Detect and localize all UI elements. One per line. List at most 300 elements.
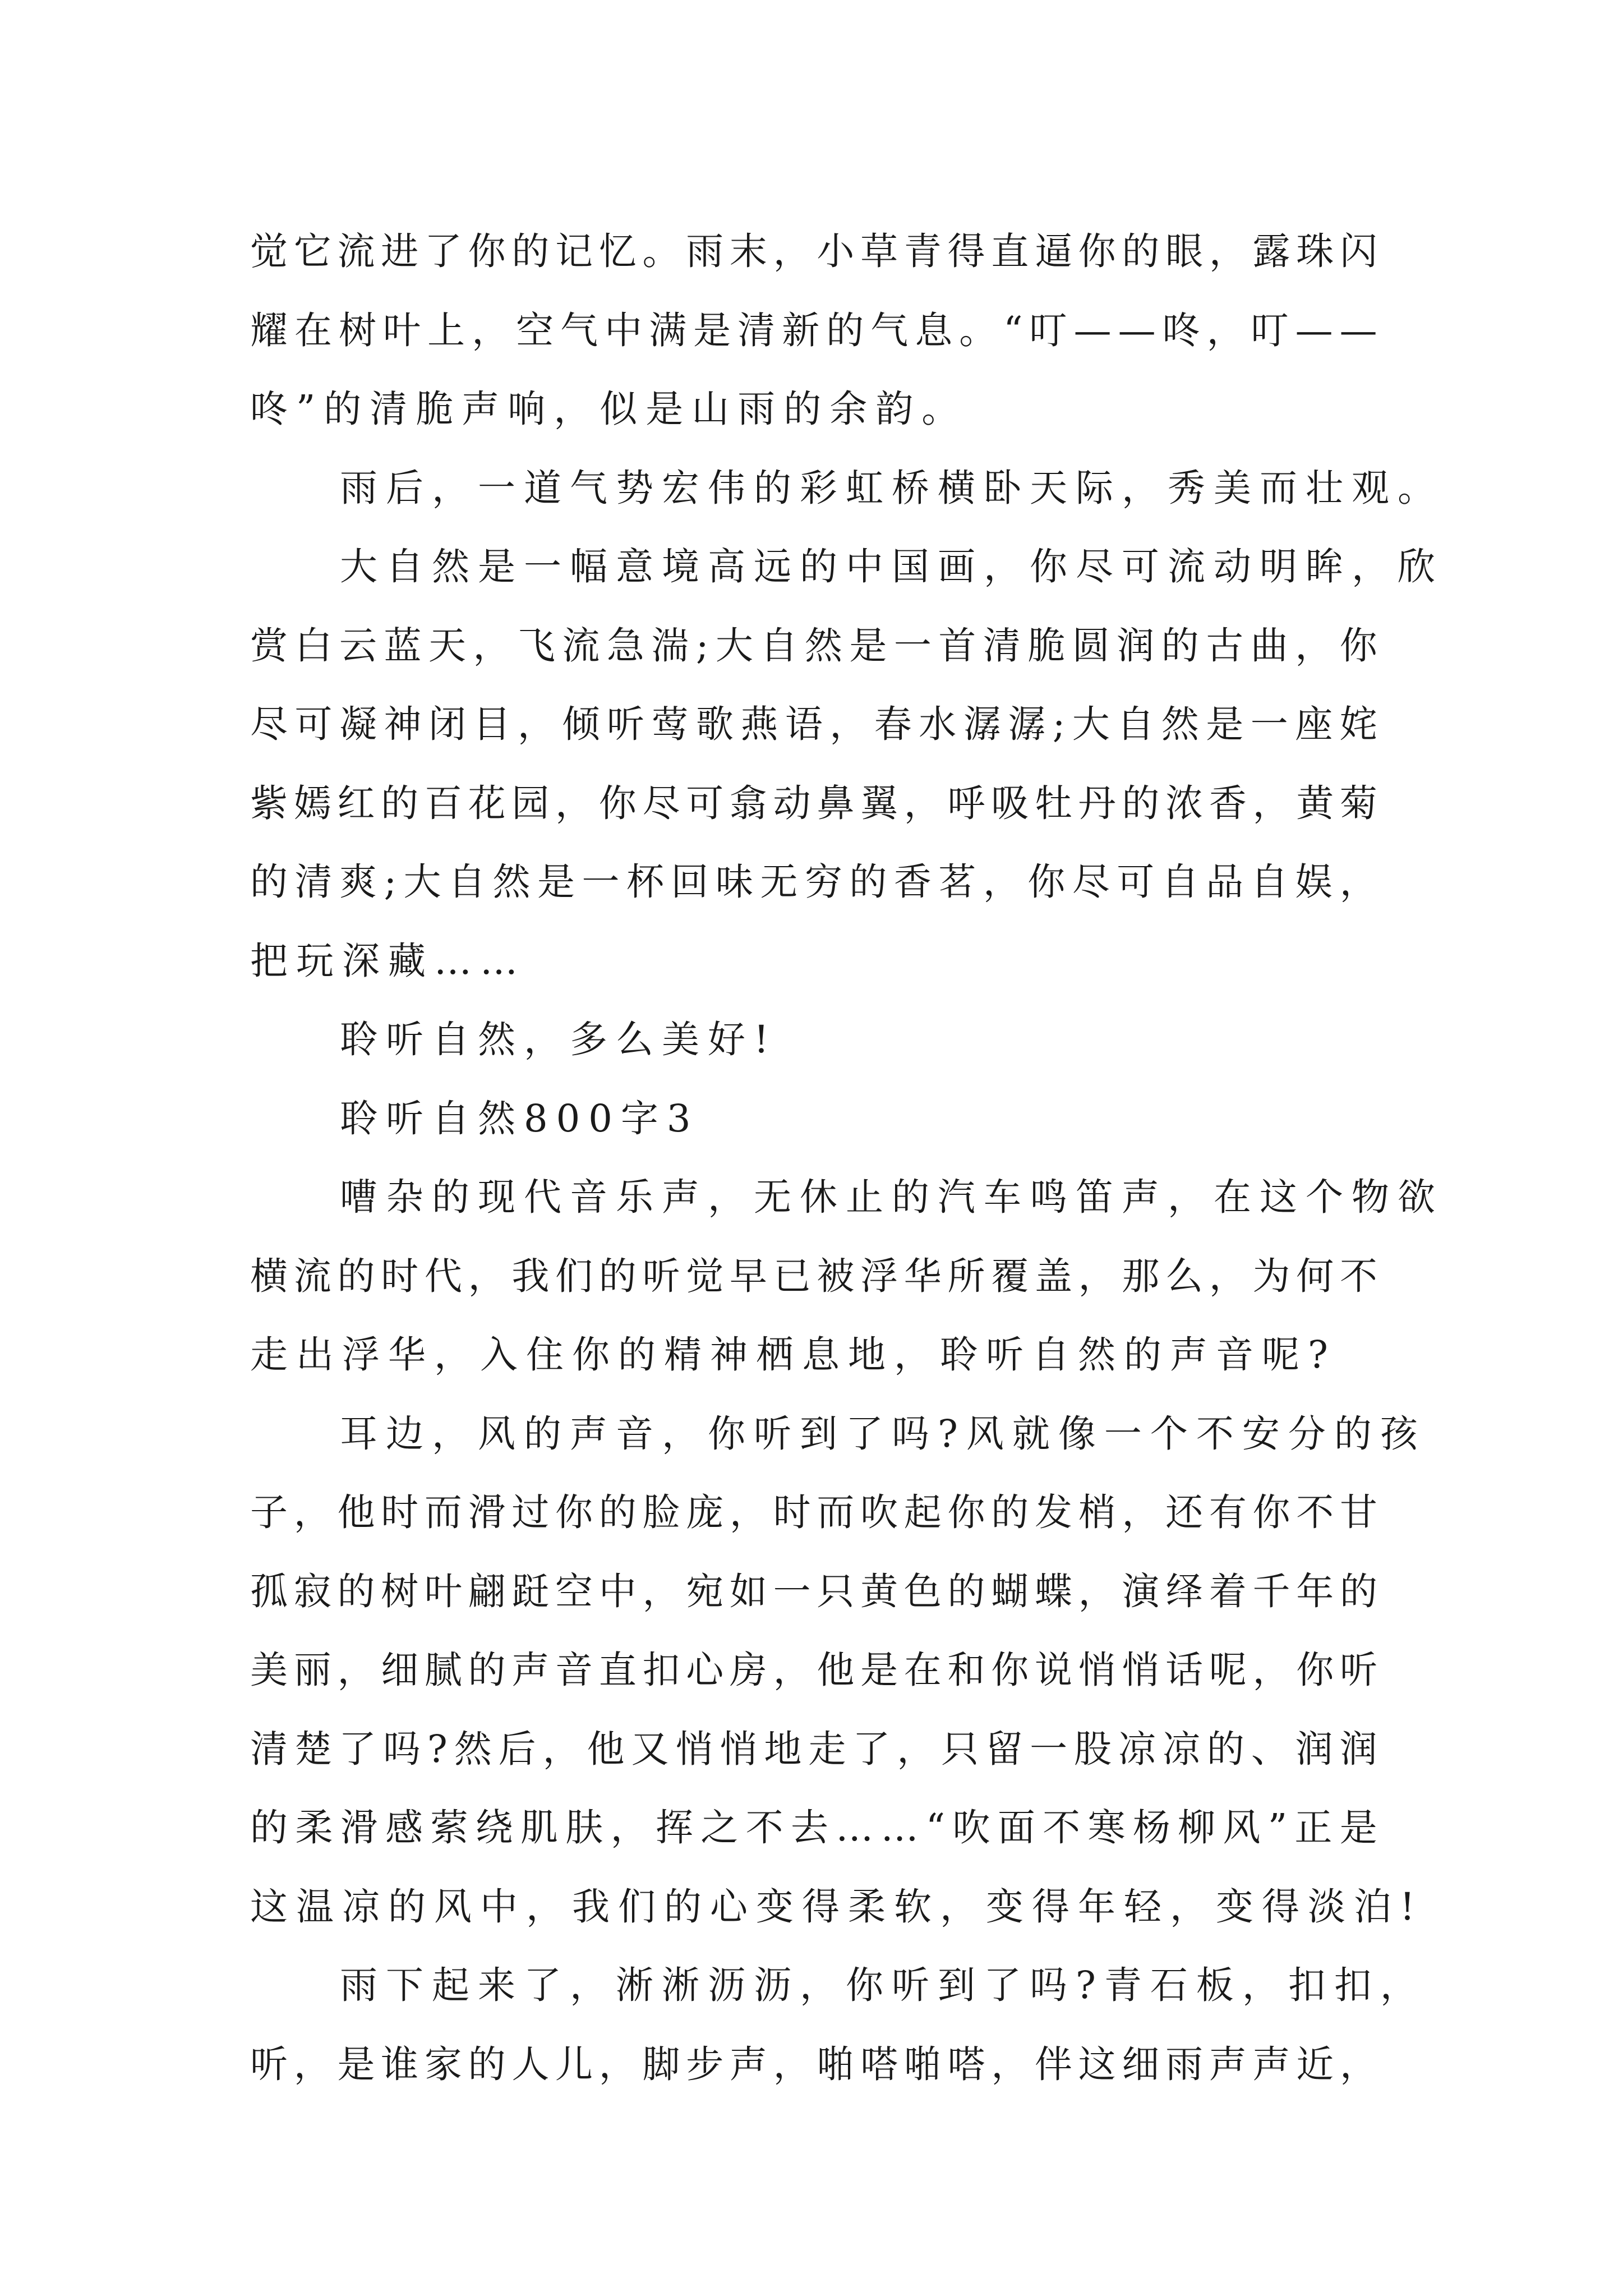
- text-char: 翼: [860, 781, 898, 825]
- text-char: 悄: [720, 1727, 758, 1771]
- text-char: ?: [427, 1727, 448, 1771]
- text-char: 大: [715, 623, 753, 668]
- text-char: …: [880, 1806, 919, 1849]
- text-char: 面: [997, 1806, 1035, 1849]
- text-char: 一: [582, 860, 620, 904]
- text-char: 浮: [860, 1254, 898, 1298]
- text-char: 呢: [1209, 1648, 1247, 1692]
- text-char: 露: [1252, 229, 1290, 273]
- text-char: 杨: [1132, 1806, 1170, 1849]
- text-char: 香: [1209, 781, 1247, 825]
- text-char: 啪: [903, 2042, 942, 2086]
- text-char: 演: [1122, 1569, 1160, 1613]
- text-char: 你: [598, 781, 637, 825]
- text-char: 啪: [817, 2042, 855, 2086]
- text-char: 红: [337, 781, 375, 825]
- text-char: 大: [1072, 702, 1110, 746]
- text-char: 寂: [293, 1569, 331, 1613]
- text-char: 的: [250, 1806, 288, 1849]
- text-char: 新: [782, 308, 820, 352]
- text-char: 蝴: [991, 1569, 1029, 1613]
- text-char: 翩: [468, 1569, 506, 1613]
- text-char: 忆: [598, 229, 637, 273]
- text-char: 吹: [952, 1806, 990, 1849]
- text-char: 满: [649, 308, 687, 352]
- text-line: [250, 606, 1377, 685]
- text-char: 家: [424, 2042, 462, 2086]
- text-char: 飞: [517, 623, 555, 668]
- text-char: 去: [790, 1806, 828, 1849]
- text-char: ;: [384, 860, 397, 904]
- text-char: 末: [729, 229, 767, 273]
- text-char: 时: [381, 1254, 419, 1298]
- text-char: 脸: [642, 1490, 680, 1534]
- text-char: 起: [903, 1490, 942, 1534]
- text-char: ，: [773, 2042, 811, 2086]
- text-char: 湍: [651, 623, 689, 668]
- text-char: 可: [686, 781, 724, 825]
- text-char: 雨: [686, 229, 724, 273]
- text-char: 流: [337, 229, 375, 273]
- text-char: 庞: [686, 1490, 724, 1534]
- text-char: ，: [473, 623, 511, 668]
- text-char: 的: [598, 1490, 637, 1534]
- text-char: 年: [1296, 1569, 1334, 1613]
- text-char: 的: [468, 1648, 506, 1692]
- text-line: 走出浮华，入住你的精神栖息地，聆听自然的声音呢?: [250, 1333, 1336, 1377]
- text-char: 你: [1339, 623, 1377, 668]
- text-char: 人: [511, 2042, 550, 2086]
- text-char: 声: [511, 1648, 550, 1692]
- text-char: 孤: [250, 1569, 288, 1613]
- text-char: 听: [250, 2042, 288, 2086]
- paragraph-line: 嘈杂的现代音乐声，无休止的汽车鸣笛声，在这个物欲: [340, 1175, 1444, 1219]
- text-char: ，: [642, 1569, 680, 1613]
- text-char: 空: [555, 1569, 593, 1613]
- text-char: 然: [804, 623, 842, 668]
- text-char: ，: [293, 2042, 331, 2086]
- text-char: 自: [1250, 860, 1288, 904]
- text-char: 只: [941, 1727, 979, 1771]
- text-char: 润: [1339, 1727, 1377, 1771]
- text-char: 正: [1294, 1806, 1332, 1849]
- text-char: 的: [826, 308, 864, 352]
- text-char: 是: [1206, 702, 1244, 746]
- text-line: [250, 291, 1377, 370]
- text-char: 觉: [686, 1254, 724, 1298]
- text-char: 这: [1078, 2042, 1116, 2086]
- text-char: 滑: [468, 1490, 506, 1534]
- text-char: 走: [808, 1727, 846, 1771]
- text-char: 的: [947, 1569, 985, 1613]
- text-char: 潺: [1008, 702, 1046, 746]
- text-char: 嫣: [293, 781, 331, 825]
- text-char: 听: [1339, 1648, 1377, 1692]
- text-char: 滑: [340, 1806, 378, 1849]
- text-char: 覆: [991, 1254, 1029, 1298]
- text-char: 珠: [1296, 229, 1334, 273]
- text-line: 把玩深藏……: [250, 938, 526, 983]
- text-char: 首: [938, 623, 976, 668]
- text-char: 说: [1034, 1648, 1072, 1692]
- text-char: 不: [1296, 1490, 1334, 1534]
- text-char: 一: [893, 623, 932, 668]
- text-char: 的: [1339, 1569, 1377, 1613]
- text-char: 不: [1043, 1806, 1081, 1849]
- text-char: 直: [991, 229, 1029, 273]
- text-char: 扣: [642, 1648, 680, 1692]
- text-line: [250, 1631, 1377, 1710]
- text-char: 逼: [1034, 229, 1072, 273]
- text-char: 脚: [642, 2042, 680, 2086]
- text-char: 姹: [1339, 702, 1377, 746]
- text-char: 回: [671, 860, 709, 904]
- text-char: 的: [1122, 781, 1160, 825]
- text-char: 觉: [250, 229, 288, 273]
- text-char: 。: [959, 308, 997, 352]
- text-line: 这温凉的风中，我们的心变得柔软，变得年轻，变得淡泊!: [250, 1884, 1423, 1929]
- text-char: 自: [1161, 860, 1199, 904]
- text-char: 在: [294, 308, 333, 352]
- text-char: 然: [492, 860, 531, 904]
- text-char: ，: [1209, 229, 1247, 273]
- text-char: 只: [817, 1569, 855, 1613]
- text-char: 你: [1078, 229, 1116, 273]
- text-char: ，: [773, 229, 811, 273]
- paragraph-line: 大自然是一幅意境高远的中国画，你尽可流动明眸，欣: [340, 545, 1444, 588]
- text-char: ，: [517, 702, 555, 746]
- text-char: 中: [605, 308, 643, 352]
- text-char: 丹: [1078, 781, 1116, 825]
- text-char: 是: [337, 2042, 375, 2086]
- text-char: 、: [1251, 1727, 1289, 1771]
- text-char: ，: [903, 781, 942, 825]
- text-char: 的: [250, 860, 288, 904]
- text-char: 过: [511, 1490, 550, 1534]
- text-char: 谁: [381, 2042, 419, 2086]
- text-char: 赏: [250, 623, 288, 668]
- text-char: 何: [1296, 1254, 1334, 1298]
- text-char: 萦: [430, 1806, 468, 1849]
- text-char: 可: [1117, 860, 1155, 904]
- text-char: 闭: [428, 702, 466, 746]
- text-char: 你: [1027, 860, 1066, 904]
- text-char: 然: [1161, 702, 1199, 746]
- text-char: 天: [428, 623, 466, 668]
- text-char: —: [1118, 308, 1156, 352]
- text-char: 凝: [339, 702, 377, 746]
- text-char: 清: [737, 308, 776, 352]
- text-char: ，: [1339, 860, 1377, 904]
- text-char: 叮: [1029, 308, 1067, 352]
- text-char: 风: [1223, 1806, 1261, 1849]
- text-char: 清: [250, 1727, 288, 1771]
- text-char: 嗒: [860, 2042, 898, 2086]
- text-char: 叶: [383, 308, 421, 352]
- text-char: ，: [337, 1648, 375, 1692]
- text-char: 是: [860, 1648, 898, 1692]
- text-char: 你: [468, 229, 506, 273]
- text-char: ，: [468, 1254, 506, 1298]
- text-char: 圆: [1072, 623, 1110, 668]
- text-char: 息: [915, 308, 953, 352]
- text-line: [250, 1788, 1377, 1867]
- text-char: 得: [947, 229, 985, 273]
- text-char: 耀: [250, 308, 288, 352]
- text-char: 气: [560, 308, 598, 352]
- text-char: 肌: [520, 1806, 558, 1849]
- text-char: 而: [424, 1490, 462, 1534]
- text-char: 黄: [860, 1569, 898, 1613]
- text-char: 听: [606, 702, 644, 746]
- text-char: 着: [1209, 1569, 1247, 1613]
- text-char: 的: [468, 2042, 506, 2086]
- paragraph-line: 雨后，一道气势宏伟的彩虹桥横卧天际，秀美而壮观。: [340, 466, 1444, 510]
- text-char: 香: [893, 860, 932, 904]
- text-char: 树: [381, 1569, 419, 1613]
- text-char: ，: [1339, 2042, 1377, 2086]
- text-char: 的: [991, 1490, 1029, 1534]
- text-char: 歌: [695, 702, 734, 746]
- text-char: 清: [983, 623, 1021, 668]
- text-char: 时: [381, 1490, 419, 1534]
- text-char: 的: [1161, 623, 1199, 668]
- text-char: 的: [337, 1569, 375, 1613]
- text-char: “: [1003, 308, 1023, 352]
- text-char: 声: [729, 2042, 767, 2086]
- text-char: ，: [293, 1490, 331, 1534]
- text-char: 的: [1206, 1727, 1244, 1771]
- text-char: ，: [983, 860, 1021, 904]
- text-char: 们: [555, 1254, 593, 1298]
- text-line: [250, 685, 1377, 764]
- text-char: ，: [729, 1490, 767, 1534]
- text-char: 娱: [1295, 860, 1333, 904]
- text-char: ，: [1252, 781, 1290, 825]
- text-char: 云: [339, 623, 377, 668]
- text-char: 爽: [339, 860, 377, 904]
- text-char: 如: [729, 1569, 767, 1613]
- text-char: 自: [448, 860, 486, 904]
- text-char: 他: [587, 1727, 625, 1771]
- text-char: 悄: [1078, 1648, 1116, 1692]
- text-char: 的: [337, 1254, 375, 1298]
- paragraph-line: 聆听自然，多么美好!: [340, 1018, 777, 1061]
- text-char: 他: [337, 1490, 375, 1534]
- text-char: 是: [693, 308, 731, 352]
- text-char: 园: [511, 781, 550, 825]
- text-char: 地: [764, 1727, 802, 1771]
- text-char: 还: [1165, 1490, 1204, 1534]
- text-char: 百: [424, 781, 462, 825]
- text-char: 清: [294, 860, 333, 904]
- text-char: 潺: [963, 702, 1001, 746]
- text-char: 大: [403, 860, 441, 904]
- section-heading: 聆听自然800字3: [340, 1096, 699, 1140]
- text-char: ，: [1209, 1254, 1247, 1298]
- text-char: ，: [1078, 1569, 1116, 1613]
- text-char: 细: [1122, 2042, 1160, 2086]
- text-char: ，: [610, 1806, 648, 1849]
- text-char: 流: [562, 623, 600, 668]
- text-char: 绕: [475, 1806, 513, 1849]
- text-char: 又: [631, 1727, 669, 1771]
- text-char: 一: [1030, 1727, 1068, 1771]
- text-char: 么: [1165, 1254, 1204, 1298]
- text-char: ，: [1252, 1648, 1290, 1692]
- text-char: 润: [1117, 623, 1155, 668]
- text-char: 了: [852, 1727, 891, 1771]
- text-char: ，: [991, 2042, 1029, 2086]
- text-char: 语: [785, 702, 823, 746]
- text-char: 你: [555, 1490, 593, 1534]
- paragraph-line: 耳边，风的声音，你听到了吗?风就像一个不安分的孩: [340, 1411, 1426, 1456]
- text-char: 古: [1206, 623, 1244, 668]
- text-char: 那: [1122, 1254, 1160, 1298]
- text-char: 。: [642, 229, 680, 273]
- text-char: 紫: [250, 781, 288, 825]
- text-char: 房: [729, 1648, 767, 1692]
- text-line: [250, 2025, 1377, 2104]
- text-char: 子: [250, 1490, 288, 1534]
- text-char: 鼻: [817, 781, 855, 825]
- text-char: 叶: [424, 1569, 462, 1613]
- text-char: 近: [1296, 2042, 1334, 2086]
- text-char: ，: [1078, 1254, 1116, 1298]
- text-char: 色: [903, 1569, 942, 1613]
- text-char: 感: [385, 1806, 423, 1849]
- text-char: 杯: [626, 860, 664, 904]
- text-char: 儿: [555, 2042, 593, 2086]
- text-char: 菊: [1339, 781, 1377, 825]
- text-char: 腻: [424, 1648, 462, 1692]
- text-char: 在: [903, 1648, 942, 1692]
- text-char: 有: [1209, 1490, 1247, 1534]
- text-char: 自: [1117, 702, 1155, 746]
- text-char: 悄: [675, 1727, 713, 1771]
- text-char: 丽: [293, 1648, 331, 1692]
- text-char: 闪: [1339, 229, 1377, 273]
- text-char: 进: [381, 229, 419, 273]
- text-char: 他: [817, 1648, 855, 1692]
- text-char: 你: [991, 1648, 1029, 1692]
- text-char: 声: [1209, 2042, 1247, 2086]
- text-char: 黄: [1296, 781, 1334, 825]
- text-char: 草: [860, 229, 898, 273]
- text-char: ，: [555, 781, 593, 825]
- text-char: 伴: [1034, 2042, 1072, 2086]
- text-char: ，: [773, 1648, 811, 1692]
- text-char: 股: [1074, 1727, 1112, 1771]
- text-char: 横: [250, 1254, 288, 1298]
- text-char: —: [1339, 308, 1377, 352]
- text-char: 了: [424, 229, 462, 273]
- text-char: 一: [1250, 702, 1288, 746]
- text-line: [250, 764, 1377, 843]
- text-line: [250, 1237, 1377, 1316]
- text-char: 留: [985, 1727, 1023, 1771]
- text-char: 眼: [1165, 229, 1204, 273]
- text-char: 座: [1295, 702, 1333, 746]
- text-char: 尽: [250, 702, 288, 746]
- text-char: 叮: [1251, 308, 1289, 352]
- text-char: 的: [381, 781, 419, 825]
- text-char: ，: [598, 2042, 637, 2086]
- text-char: 华: [903, 1254, 942, 1298]
- text-char: —: [1073, 308, 1112, 352]
- text-char: 上: [427, 308, 465, 352]
- text-char: 蓝: [384, 623, 422, 668]
- text-char: 早: [729, 1254, 767, 1298]
- text-char: 倾: [562, 702, 600, 746]
- text-char: 你: [947, 1490, 985, 1534]
- text-char: 白: [294, 623, 333, 668]
- text-char: 话: [1165, 1648, 1204, 1692]
- text-line: [250, 1710, 1377, 1789]
- text-char: 神: [384, 702, 422, 746]
- text-char: ，: [1122, 1490, 1160, 1534]
- text-char: 吗: [382, 1727, 421, 1771]
- text-char: 空: [516, 308, 554, 352]
- text-char: …: [836, 1806, 874, 1849]
- text-char: ，: [1206, 308, 1244, 352]
- text-char: 之: [700, 1806, 739, 1849]
- text-char: 悄: [1122, 1648, 1160, 1692]
- text-char: 凉: [1118, 1727, 1156, 1771]
- text-char: 凉: [1162, 1727, 1200, 1771]
- text-char: 挥: [655, 1806, 693, 1849]
- text-char: 脆: [1027, 623, 1066, 668]
- text-char: 小: [817, 229, 855, 273]
- text-char: 是: [1339, 1806, 1377, 1849]
- text-char: 急: [606, 623, 644, 668]
- text-line: [250, 1552, 1377, 1631]
- text-char: 楚: [294, 1727, 332, 1771]
- text-char: ，: [897, 1727, 935, 1771]
- text-char: 心: [686, 1648, 724, 1692]
- text-char: 水: [919, 702, 957, 746]
- text-char: 的: [849, 860, 887, 904]
- text-char: 尽: [1072, 860, 1110, 904]
- text-char: 步: [686, 2042, 724, 2086]
- text-char: 绎: [1165, 1569, 1204, 1613]
- text-char: 发: [1034, 1490, 1072, 1534]
- text-char: 梢: [1078, 1490, 1116, 1534]
- text-char: ，: [542, 1727, 580, 1771]
- text-char: 所: [947, 1254, 985, 1298]
- text-char: 中: [598, 1569, 637, 1613]
- text-line: 咚”的清脆声响，似是山雨的余韵。: [250, 387, 968, 431]
- text-char: 燕: [740, 702, 778, 746]
- text-char: 它: [293, 229, 331, 273]
- text-char: 已: [773, 1254, 811, 1298]
- text-char: 自: [760, 623, 798, 668]
- text-line: [250, 212, 1377, 291]
- text-char: 可: [294, 702, 333, 746]
- text-char: 柔: [295, 1806, 333, 1849]
- text-line: [250, 1473, 1377, 1552]
- text-char: 目: [473, 702, 511, 746]
- text-char: 一: [773, 1569, 811, 1613]
- text-char: 呼: [947, 781, 985, 825]
- text-char: 蝶: [1034, 1569, 1072, 1613]
- text-char: 音: [555, 1648, 593, 1692]
- text-char: 尽: [642, 781, 680, 825]
- text-char: 雨: [1165, 2042, 1204, 2086]
- text-char: 时: [773, 1490, 811, 1534]
- text-char: —: [1295, 308, 1333, 352]
- text-line: [250, 843, 1377, 922]
